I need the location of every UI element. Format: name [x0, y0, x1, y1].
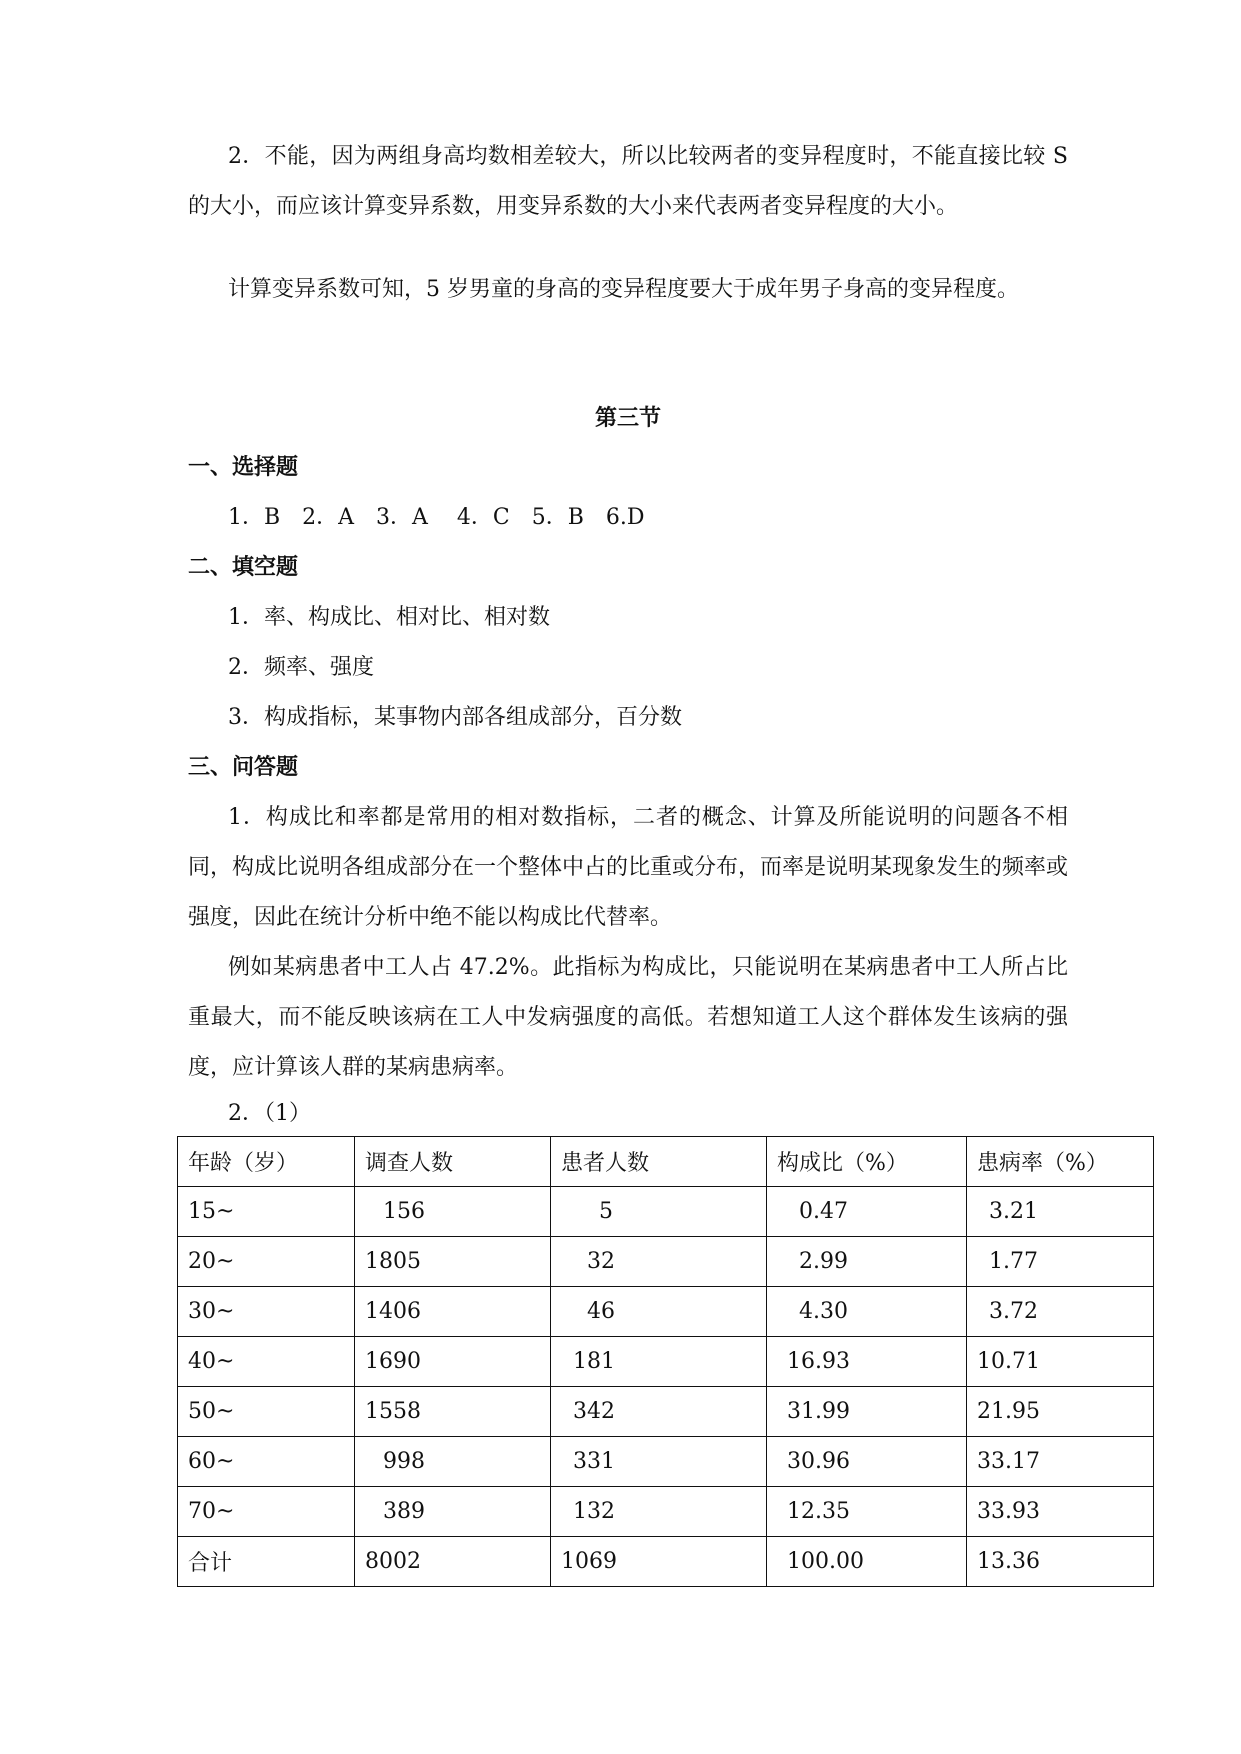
table-cell: 70~ — [178, 1487, 355, 1537]
answer-paragraph: 计算变异系数可知，5 岁男童的身高的变异程度要大于成年男子身高的变异程度。 — [228, 277, 1019, 302]
table-cell: 342 — [551, 1387, 767, 1437]
table-row — [178, 1387, 1154, 1437]
table-cell: 30.96 — [767, 1437, 967, 1487]
fill-item: 3．构成指标，某事物内部各组成部分，百分数 — [228, 705, 682, 730]
section-title: 第三节 — [594, 406, 661, 431]
table-cell: 132 — [551, 1487, 767, 1537]
table-cell: 1805 — [355, 1237, 551, 1287]
table-cell: 389 — [355, 1487, 551, 1537]
table-row — [178, 1437, 1154, 1487]
table-cell: 31.99 — [767, 1387, 967, 1437]
qa-heading: 三、问答题 — [188, 755, 299, 780]
table-row — [178, 1237, 1154, 1287]
table-row — [178, 1187, 1154, 1237]
table-cell: 1.77 — [967, 1237, 1154, 1287]
table-cell: 16.93 — [767, 1337, 967, 1387]
table-header-row — [178, 1137, 1154, 1187]
table-total-row — [178, 1537, 1154, 1587]
table-cell: 合计 — [178, 1537, 355, 1587]
table-cell: 0.47 — [767, 1187, 967, 1237]
table-cell: 1558 — [355, 1387, 551, 1437]
table-cell: 12.35 — [767, 1487, 967, 1537]
table-cell: 40~ — [178, 1337, 355, 1387]
table-cell: 100.00 — [767, 1537, 967, 1587]
table-cell: 181 — [551, 1337, 767, 1387]
table-cell: 156 — [355, 1187, 551, 1237]
choice-heading: 一、选择题 — [188, 455, 299, 480]
answer-paragraph: 2．不能，因为两组身高均数相差较大，所以比较两者的变异程度时，不能直接比较 S 的大小，而应该计算变异系数，用变异系数的大小来代表两者变异程度的大小。 — [188, 144, 1068, 219]
fill-heading: 二、填空题 — [188, 555, 299, 580]
table-cell: 1069 — [551, 1537, 767, 1587]
fill-item: 2．频率、强度 — [228, 655, 374, 680]
table-cell: 50~ — [178, 1387, 355, 1437]
table-header-cell: 年龄（岁） — [178, 1137, 355, 1187]
table-header-cell: 调查人数 — [355, 1137, 551, 1187]
qa-paragraph: 1．构成比和率都是常用的相对数指标，二者的概念、计算及所能说明的问题各不相同，构成比说明各组成部分在一个整体中占的比重或分布，而率是说明某现象发生的频率或强度，因此在统计分析中绝不能以构成比代替率。 — [188, 805, 1069, 930]
table-cell: 331 — [551, 1437, 767, 1487]
table-header-cell: 构成比（%） — [767, 1137, 967, 1187]
table-cell: 1406 — [355, 1287, 551, 1337]
table-cell: 3.21 — [967, 1187, 1154, 1237]
table-cell: 998 — [355, 1437, 551, 1487]
table-cell: 4.30 — [767, 1287, 967, 1337]
data-table — [177, 1136, 1154, 1587]
table-cell: 10.71 — [967, 1337, 1154, 1387]
table-cell: 32 — [551, 1237, 767, 1287]
table-cell: 30~ — [178, 1287, 355, 1337]
table-cell: 5 — [551, 1187, 767, 1237]
table-header-cell: 患病率（%） — [967, 1137, 1154, 1187]
table-cell: 8002 — [355, 1537, 551, 1587]
table-cell: 2.99 — [767, 1237, 967, 1287]
table-cell: 13.36 — [967, 1537, 1154, 1587]
table-cell: 33.17 — [967, 1437, 1154, 1487]
table-cell: 21.95 — [967, 1387, 1154, 1437]
table-row — [178, 1287, 1154, 1337]
table-cell: 3.72 — [967, 1287, 1154, 1337]
table-cell: 15~ — [178, 1187, 355, 1237]
table-header-cell: 患者人数 — [551, 1137, 767, 1187]
qa-paragraph: 例如某病患者中工人占 47.2%。此指标为构成比，只能说明在某病患者中工人所占比重最大，而不能反映该病在工人中发病强度的高低。若想知道工人这个群体发生该病的强度，应计算该人群的某病患病率。 — [188, 955, 1068, 1080]
table-cell: 1690 — [355, 1337, 551, 1387]
table-cell: 46 — [551, 1287, 767, 1337]
table-row — [178, 1487, 1154, 1537]
table-cell: 60~ — [178, 1437, 355, 1487]
table-row — [178, 1337, 1154, 1387]
table-cell: 33.93 — [967, 1487, 1154, 1537]
table-cell: 20~ — [178, 1237, 355, 1287]
question-label: 2．（1） — [228, 1101, 311, 1126]
choice-answers: 1．B 2．A 3．A 4．C 5．B 6.D — [228, 505, 645, 530]
fill-item: 1．率、构成比、相对比、相对数 — [228, 605, 550, 630]
